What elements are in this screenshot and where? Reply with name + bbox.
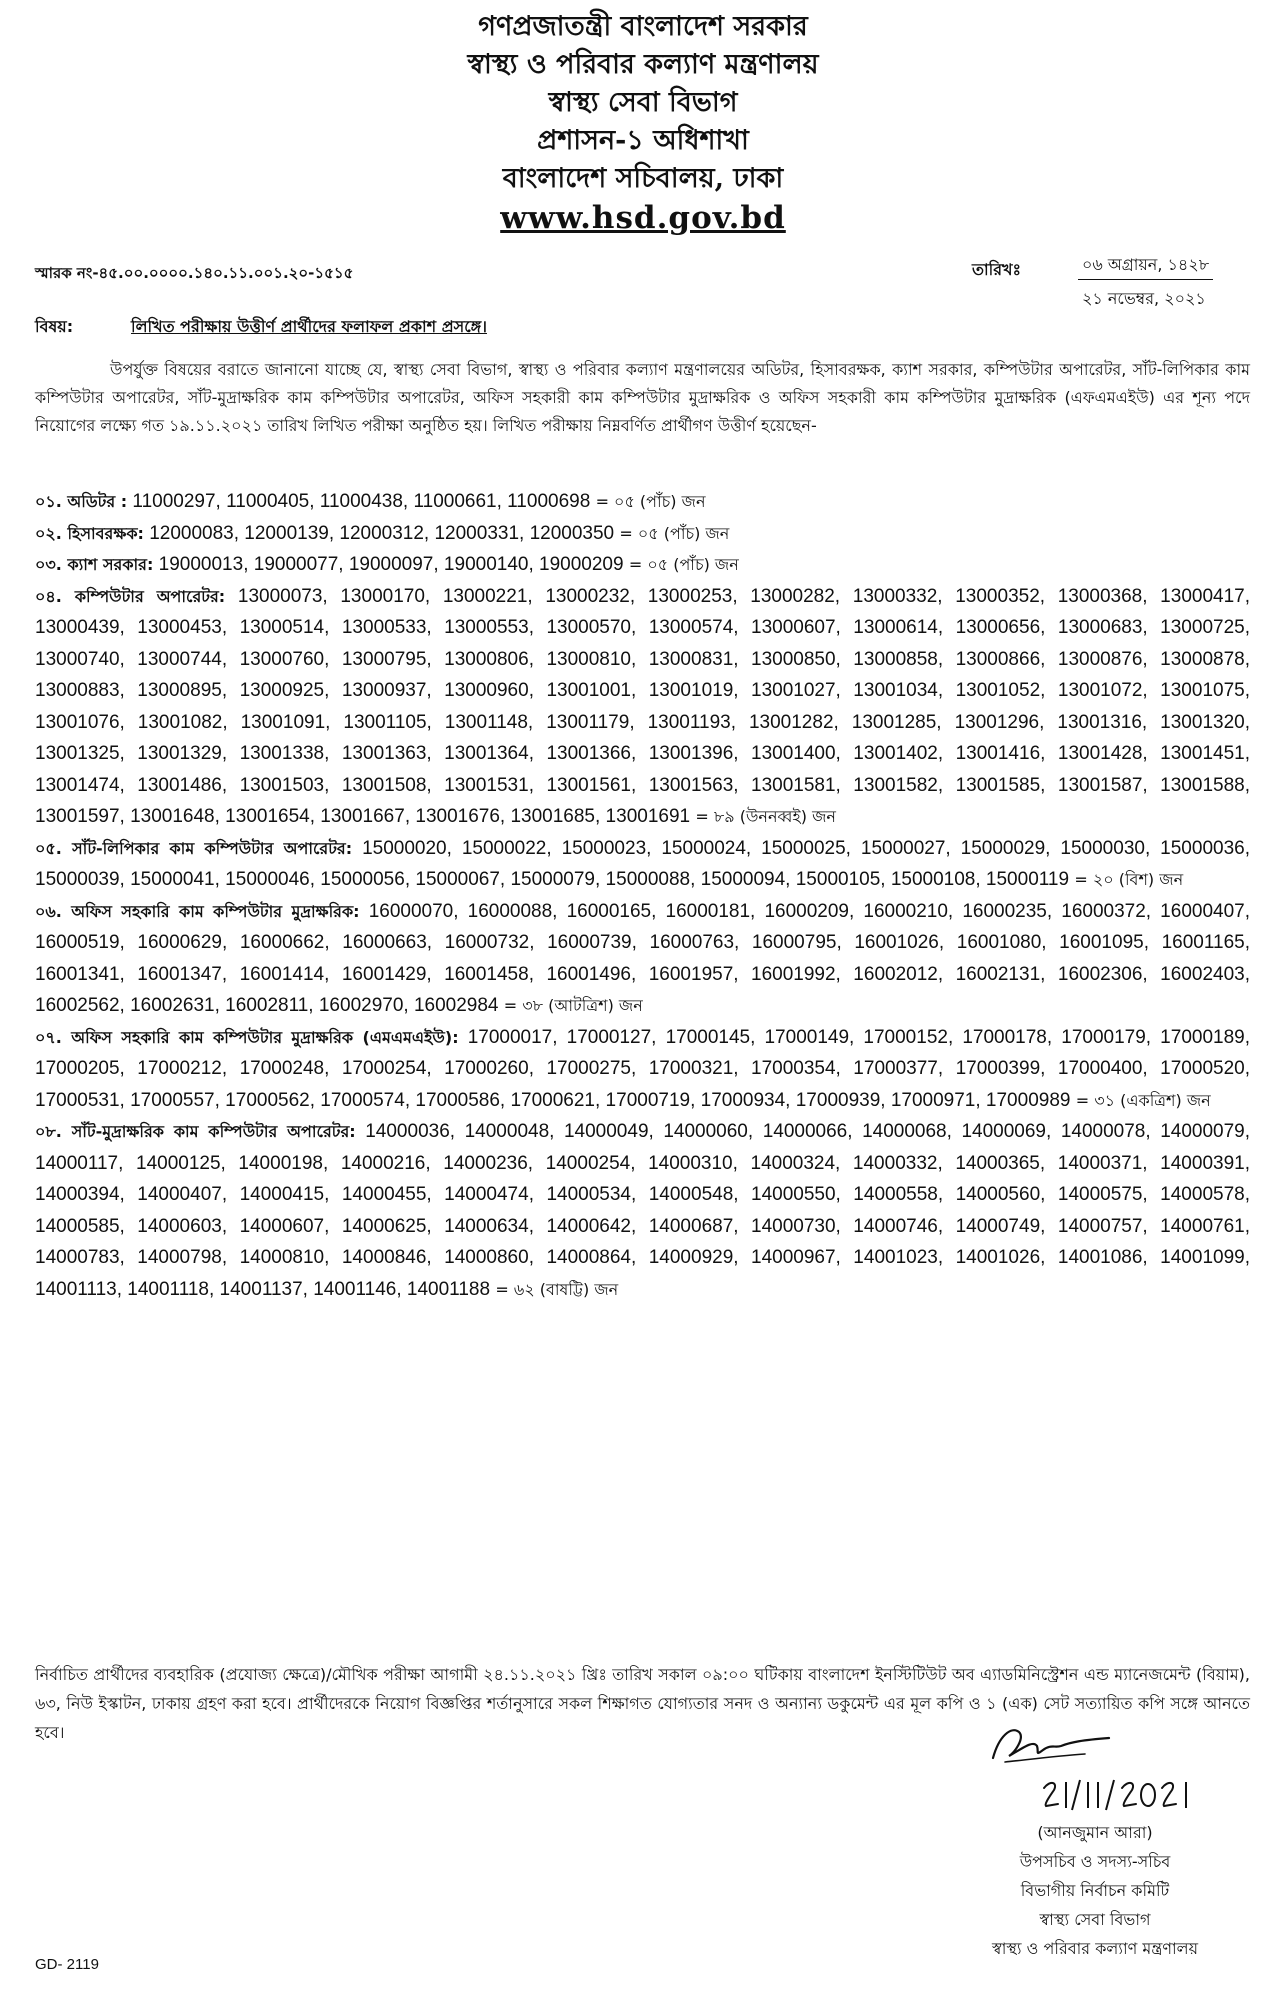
category-total: = ৩৮ (আটত্রিশ) জন: [503, 996, 643, 1015]
section-name: প্রশাসন-১ অধিশাখা: [537, 125, 749, 156]
subject-text: লিখিত পরীক্ষায় উত্তীর্ণ প্রার্থীদের ফলাফল প্রকাশ প্রসঙ্গে।: [131, 317, 487, 336]
category-title: ০৪. কম্পিউটার অপারেটর:: [35, 586, 226, 606]
category-steno-typist-operator: [35, 1116, 1250, 1305]
roll-numbers: 19000013, 19000077, 19000097, 19000140, 19000209: [158, 554, 624, 575]
signature-image: [985, 1718, 1115, 1773]
category-title: ০৮. সাঁট-মুদ্রাক্ষরিক কাম কম্পিউটার অপারেটর:: [35, 1122, 356, 1141]
memo-number: স্মারক নং-৪৫.০০.০০০০.১৪০.১১.০০১.২০-১৫১৫: [35, 264, 354, 282]
date-label: তারিখঃ: [972, 260, 1022, 279]
category-title: ০৫. সাঁট-লিপিকার কাম কম্পিউটার অপারেটর:: [35, 838, 353, 858]
category-auditor: [35, 486, 1250, 518]
office-address: বাংলাদেশ সচিবালয়, ঢাকা: [502, 163, 784, 194]
roll-numbers: 13000073, 13000170, 13000221, 13000232, 13000253, 13000282, 13000332, 13000352, 13000368, 13000417, 13000439, 13000453, 13000514, 13000533, 13000553, 13000570, 13000574, 13000607, 13000614, 13000656, 13000683, 13000725, 13000740, 13000744, 13000760, 13000795, 13000806, 13000810, 13000831, 13000850, 13000858, 13000866, 13000876, 13000878, 13000883, 13000895, 13000925, 13000937, 13000960, 13001001, 13001019, 13001027, 13001034, 13001052, 13001072, 13001075, 13001076, 13001082, 13001091, 13001105, 13001148, 13001179, 13001193, 13001282, 13001285, 13001296, 13001316, 13001320, 13001325, 13001329, 13001338, 13001363, 13001364, 13001366, 13001396, 13001400, 13001402, 13001416, 13001428, 13001451, 13001474, 13001486, 13001503, 13001508, 13001531, 13001561, 13001563, 13001581, 13001582, 13001585, 13001587, 13001588, 13001597, 13001648, 13001654, 13001667, 13001676, 13001685, 13001691: [35, 585, 1250, 827]
category-total: = ৩১ (একত্রিশ) জন: [1075, 1090, 1211, 1110]
ministry-name: স্বাস্থ্য ও পরিবার কল্যাণ মন্ত্রণালয়: [467, 49, 819, 80]
category-total: = ৮৯ (উননব্বই) জন: [695, 807, 836, 826]
category-total: = ২০ (বিশ) জন: [1074, 870, 1184, 889]
signatory-ministry: স্বাস্থ্য ও পরিবার কল্যাণ মন্ত্রণালয়: [991, 1939, 1199, 1958]
category-computer-operator: [35, 581, 1250, 833]
category-total: = ০৫ (পাঁচ) জন: [619, 523, 730, 543]
government-name: গণপ্রজাতন্ত্রী বাংলাদেশ সরকার: [478, 11, 808, 42]
signatory-division: স্বাস্থ্য সেবা বিভাগ: [1039, 1910, 1151, 1929]
roll-numbers: 15000020, 15000022, 15000023, 15000024, 15000025, 15000027, 15000029, 15000030, 15000036, 15000039, 15000041, 15000046, 15000056, 15000067, 15000079, 15000088, 15000094, 15000105, 15000108, 15000119: [35, 837, 1250, 890]
category-accountant: [35, 518, 1250, 550]
category-office-assistant-typist: [35, 896, 1250, 1022]
subject-line: [35, 314, 487, 341]
subject-label: বিষয়:: [35, 317, 74, 336]
results-list: [35, 486, 1250, 1305]
category-stenographer-operator: [35, 833, 1250, 896]
category-office-assistant-typist-mmau: [35, 1022, 1250, 1117]
division-name: স্বাস্থ্য সেবা বিভাগ: [548, 87, 738, 118]
signatory-name: (আনজুমান আরা): [1037, 1823, 1153, 1842]
date-bangla: ০৬ অগ্রায়ন, ১৪২৮: [1078, 252, 1213, 280]
date-gregorian: ২১ নভেম্বর, ২০২১: [1082, 289, 1206, 308]
category-cash-sarkar: [35, 549, 1250, 581]
roll-numbers: 12000083, 12000139, 12000312, 12000331, 12000350: [149, 522, 615, 544]
category-total: = ৬২ (বাষট্টি) জন: [495, 1279, 619, 1299]
signatory-designation: উপসচিব ও সদস্য-সচিব: [1019, 1852, 1171, 1871]
roll-numbers: 14000036, 14000048, 14000049, 14000060, 14000066, 14000068, 14000069, 14000078, 14000079, 14000117, 14000125, 14000198, 14000216, 14000236, 14000254, 14000310, 14000324, 14000332, 14000365, 14000371, 14000391, 14000394, 14000407, 14000415, 14000455, 14000474, 14000534, 14000548, 14000550, 14000558, 14000560, 14000575, 14000578, 14000585, 14000603, 14000607, 14000625, 14000634, 14000642, 14000687, 14000730, 14000746, 14000749, 14000757, 14000761, 14000783, 14000798, 14000810, 14000846, 14000860, 14000864, 14000929, 14000967, 14001023, 14001026, 14001086, 14001099, 14001113, 14001118, 14001137, 14001146, 14001188: [35, 1121, 1251, 1300]
website-link[interactable]: www.hsd.gov.bd: [500, 200, 786, 236]
category-title: ০১. অডিটর :: [35, 492, 128, 511]
letterhead: [0, 8, 1286, 238]
signatory-block: [930, 1818, 1260, 1963]
category-total: = ০৫ (পাঁচ) জন: [628, 555, 739, 574]
intro-paragraph: উপর্যুক্ত বিষয়ের বরাতে জানানো যাচ্ছে যে, স্বাস্থ্য সেবা বিভাগ, স্বাস্থ্য ও পরিবার কল্যাণ মন্ত্রণালয়ের অডিটর, হিসাবরক্ষক, ক্যাশ সরকার, কম্পিউটার অপারেটর, সাঁট-লিপিকার কাম কম্পিউটার অপারেটর, সাঁট-মুদ্রাক্ষরিক কাম কম্পিউটার অপারেটর, অফিস সহকারী কাম কম্পিউটার মুদ্রাক্ষরিক ও অফিস সহকারী কাম কম্পিউটার মুদ্রাক্ষরিক (এফএমএইউ) এর শূন্য পদে নিয়োগের লক্ষ্যে গত ১৯.১১.২০২১ তারিখ লিখিত পরীক্ষা অনুষ্ঠিত হয়। লিখিত পরীক্ষায় নিম্নবর্ণিত প্রার্থীগণ উত্তীর্ণ হয়েছেন-: [35, 360, 1250, 435]
category-title: ০৬. অফিস সহকারি কাম কম্পিউটার মুদ্রাক্ষরিক:: [35, 901, 360, 921]
closing-paragraph: নির্বাচিত প্রার্থীদের ব্যবহারিক (প্রযোজ্য ক্ষেত্রে)/মৌখিক পরীক্ষা আগামী ২৪.১১.২০২১ খ্রিঃ তারিখ সকাল ০৯:০০ ঘটিকায় বাংলাদেশ ইনস্টিটিউট অব এ্যাডমিনিস্ট্রেশন এন্ড ম্যানেজমেন্ট (বিয়াম), ৬৩, নিউ ইস্কাটন, ঢাকায় গ্রহণ করা হবে। প্রার্থীদেরকে নিয়োগ বিজ্ঞপ্তির শর্তানুসারে সকল শিক্ষাগত যোগ্যতার সনদ ও অন্যান্য ডকুমেন্ট এর মূল কপি ও ১ (এক) সেট সত্যায়িত কপি সঙ্গে আনতে হবে।: [35, 1665, 1250, 1742]
footer-code: GD- 2119: [35, 1956, 99, 1973]
roll-numbers: 17000017, 17000127, 17000145, 17000149, 17000152, 17000178, 17000179, 17000189, 17000205, 17000212, 17000248, 17000254, 17000260, 17000275, 17000321, 17000354, 17000377, 17000399, 17000400, 17000520, 17000531, 17000557, 17000562, 17000574, 17000586, 17000621, 17000719, 17000934, 17000939, 17000971, 17000989: [35, 1026, 1250, 1111]
signatory-committee: বিভাগীয় নির্বাচন কমিটি: [1020, 1881, 1170, 1900]
category-title: ০৩. ক্যাশ সরকার:: [35, 555, 154, 574]
category-title: ০২. হিসাবরক্ষক:: [35, 523, 144, 543]
roll-numbers: 16000070, 16000088, 16000165, 16000181, 16000209, 16000210, 16000235, 16000372, 16000407, 16000519, 16000629, 16000662, 16000663, 16000732, 16000739, 16000763, 16000795, 16001026, 16001080, 16001095, 16001165, 16001341, 16001347, 16001414, 16001429, 16001458, 16001496, 16001957, 16001992, 16002012, 16002131, 16002306, 16002403, 16002562, 16002631, 16002811, 16002970, 16002984: [35, 900, 1251, 1016]
category-total: = ০৫ (পাঁচ) জন: [595, 492, 706, 511]
roll-numbers: 11000297, 11000405, 11000438, 11000661, 11000698: [132, 491, 591, 512]
category-title: ০৭. অফিস সহকারি কাম কম্পিউটার মুদ্রাক্ষরিক (এমএমএইউ):: [35, 1027, 459, 1047]
handwritten-date: [1040, 1776, 1240, 1814]
